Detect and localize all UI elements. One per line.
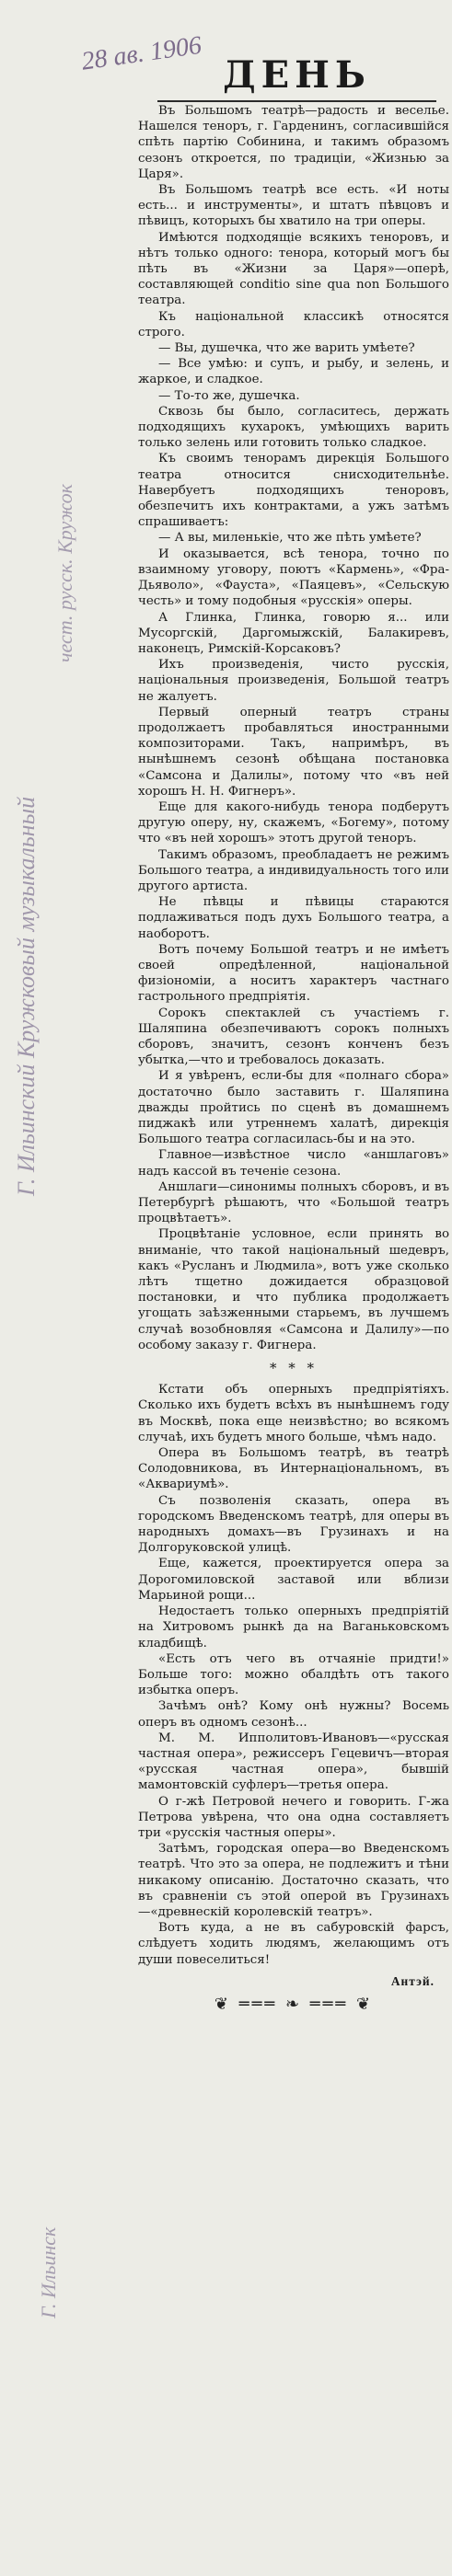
article-paragraph: Ихъ произведенія, чисто русскія, національныя произведенія, Большой театръ не жалуетъ. bbox=[138, 658, 449, 704]
article-paragraph: А Глинка, Глинка, говорю я... или Мусоргскій, Даргомыжскій, Балакиревъ, наконецъ, Римскій-Корсаковъ? bbox=[138, 610, 449, 656]
article-paragraph: Вотъ куда, а не въ сабуровскій фарсъ, слѣдуетъ ходить людямъ, желающимъ отъ души повеселиться! bbox=[138, 1921, 449, 1967]
article-paragraph: — Вы, душечка, что же варить умѣете? bbox=[158, 341, 415, 356]
article-paragraph: Затѣмъ, городская опера—во Введенскомъ театрѣ. Что это за опера, не подлежитъ и тѣни никакому описанію. Достаточно сказать, что въ сравненіи съ этой оперой въ Грузинахъ—«древнескій королевскій театръ». bbox=[138, 1842, 449, 1919]
article-paragraph: Еще, кажется, проектируется опера за Дорогомиловской заставой или вблизи Марьиной рощи... bbox=[138, 1557, 449, 1603]
article-paragraph: Процвѣтаніе условное, если принять во вниманіе, что такой національный шедевръ, какъ «Русланъ и Людмила», вотъ уже сколько лѣтъ тщетно дожидается образцовой постановки, и что публика продолжаетъ угощать заѣзженными старьемъ, въ лучшемъ случаѣ возобновляя «Самсона и Далилу»—по особому заказу г. Фигнера. bbox=[138, 1227, 449, 1352]
article-paragraph: — То-то же, душечка. bbox=[158, 388, 300, 403]
article-paragraph: Еще для какого-нибудь тенора подберутъ другую оперу, ну, скажемъ, «Богему», потому что «въ ней хорошъ» этотъ другой теноръ. bbox=[138, 799, 449, 846]
article-paragraph: Не пѣвцы и пѣвицы стараются подлаживаться подъ духъ Большого театра, а наоборотъ. bbox=[138, 895, 449, 941]
handwritten-date: 28 ав. 1906 bbox=[79, 30, 203, 76]
article-paragraph: О г-жѣ Петровой нечего и говорить. Г-жа Петрова увѣрена, что она одна составляетъ три «русскія частныя оперы». bbox=[138, 1794, 449, 1840]
article-paragraph: Въ Большомъ театрѣ все есть. «И ноты есть... и инструменты», и штатъ пѣвцовъ и пѣвицъ, которыхъ бы хватило на три оперы. bbox=[138, 183, 449, 229]
article-paragraph: Первый оперный театръ страны продолжаетъ пробавляться иностранными композиторами. Такъ, напримѣръ, въ нынѣшнемъ сезонѣ обѣщана постановка «Самсона и Далилы», потому что «въ ней хорошъ Н. Н. Фигнеръ». bbox=[138, 705, 449, 799]
author-signature: Антэй. bbox=[390, 1973, 435, 1988]
page-title: ДЕНЬ bbox=[223, 53, 371, 97]
article-paragraph: Такимъ образомъ, преобладаетъ не режимъ Большого театра, а индивидуальность того или другого артиста. bbox=[138, 847, 449, 893]
margin-handwritten-note-secondary: чест. русск. Кружок bbox=[53, 484, 76, 662]
article-paragraph: Имѣются подходящіе всякихъ теноровъ, и нѣтъ только одного: тенора, который могъ бы пѣть въ «Жизни за Царя»—оперѣ, составляющей conditio sine qua non Большого театра. bbox=[138, 230, 449, 308]
article-column bbox=[138, 103, 449, 2012]
article-paragraph: Кстати объ оперныхъ предпріятіяхъ. Сколько ихъ будетъ всѣхъ въ нынѣшнемъ году въ Москвѣ, пока еще неизвѣстно; во всякомъ случаѣ, ихъ будетъ много больше, чѣмъ надо. bbox=[138, 1383, 449, 1444]
article-paragraph: Вотъ почему Большой театръ и не имѣетъ своей опредѣленной, національной физіономіи, а носитъ характеръ частнаго гастрольного предпріятія. bbox=[138, 942, 449, 1005]
article-paragraph: Сорокъ спектаклей съ участіемъ г. Шаляпина обезпечиваютъ сорокъ полныхъ сборовъ, значитъ, сезонъ конченъ безъ убытка,—что и требовалось доказать. bbox=[138, 1006, 449, 1068]
article-paragraph: Аншлаги—синонимы полныхъ сборовъ, и въ Петербургѣ рѣшаютъ, что «Большой театръ процвѣтаетъ». bbox=[138, 1179, 449, 1226]
article-paragraph: И я увѣренъ, если-бы для «полнаго сбора» достаточно было заставить г. Шаляпина дважды пройтись по сценѣ въ домашнемъ пиджакѣ или утреннемъ халатѣ, дирекція Большого театра согласилась-бы и на это. bbox=[138, 1069, 449, 1147]
section-divider: * * * bbox=[269, 1360, 319, 1377]
article-paragraph: М. М. Ипполитовъ-Ивановъ—«русская частная опера», режиссеръ Гецевичъ—вторая «русская частная опера», бывшій мамонтовскій суфлеръ—третья опера. bbox=[138, 1731, 449, 1793]
article-paragraph: Опера въ Большомъ театрѣ, въ театрѣ Солодовникова, въ Интернаціональномъ, въ «Аквариумѣ». bbox=[138, 1446, 449, 1492]
margin-handwritten-note-bottom: Г. Ильинск bbox=[37, 2226, 60, 2318]
article-paragraph: Недостаетъ только оперныхъ предпріятій на Хитровомъ рынкѣ да на Ваганьковскомъ кладбищѣ. bbox=[138, 1604, 449, 1650]
article-paragraph: Зачѣмъ онѣ? Кому онѣ нужны? Восемь оперъ въ одномъ сезонѣ... bbox=[138, 1699, 449, 1730]
article-paragraph: — Все умѣю: и супъ, и рыбу, и зелень, и жаркое, и сладкое. bbox=[138, 357, 449, 387]
article-paragraph: Въ Большомъ театрѣ—радость и веселье. Нашелся теноръ, г. Гарденинъ, согласившійся спѣть партію Собинина, и такимъ образомъ сезонъ откроется, по традиціи, «Жизнью за Царя». bbox=[138, 104, 449, 181]
article-paragraph: Къ своимъ тенорамъ дирекція Большого театра относится снисходительнѣе. Навербуетъ подходящихъ теноровъ, обезпечитъ ихъ контрактами, а ужъ затѣмъ спрашиваетъ: bbox=[138, 452, 449, 530]
title-rule bbox=[157, 100, 436, 102]
article-paragraph: Съ позволенія сказать, опера въ городскомъ Введенскомъ театрѣ, для оперы въ народныхъ домахъ—въ Грузинахъ и на Долгоруковской улицѣ. bbox=[138, 1493, 449, 1556]
masthead bbox=[152, 53, 442, 106]
article-paragraph: Главное—извѣстное число «аншлаговъ» надъ кассой въ теченіе сезона. bbox=[138, 1148, 449, 1179]
article-paragraph: Къ національной классикѣ относятся строго. bbox=[138, 309, 449, 339]
margin-handwritten-note: Г. Ильинский Кружковый музыкальный bbox=[13, 796, 40, 1196]
article-paragraph: «Есть отъ чего въ отчаяніе придти!» Больше того: можно обалдѣть отъ такого избытка оперъ. bbox=[138, 1651, 449, 1698]
end-ornament: ❦ ═══ ❧ ═══ ❦ bbox=[214, 1994, 374, 2014]
article-paragraph: И оказывается, всѣ тенора, точно по взаимному уговору, поютъ «Кармень», «Фра-Дьяволо», «Фауста», «Паяцевъ», «Сельскую честь» и тому подобныя «русскія» оперы. bbox=[138, 546, 449, 609]
article-paragraph: Сквозь бы было, согласитесь, держать подходящихъ кухарокъ, умѣющихъ варить только зелень или готовить только сладкое. bbox=[138, 404, 449, 451]
article-paragraph: — А вы, миленькіе, что же пѣть умѣете? bbox=[158, 531, 422, 546]
